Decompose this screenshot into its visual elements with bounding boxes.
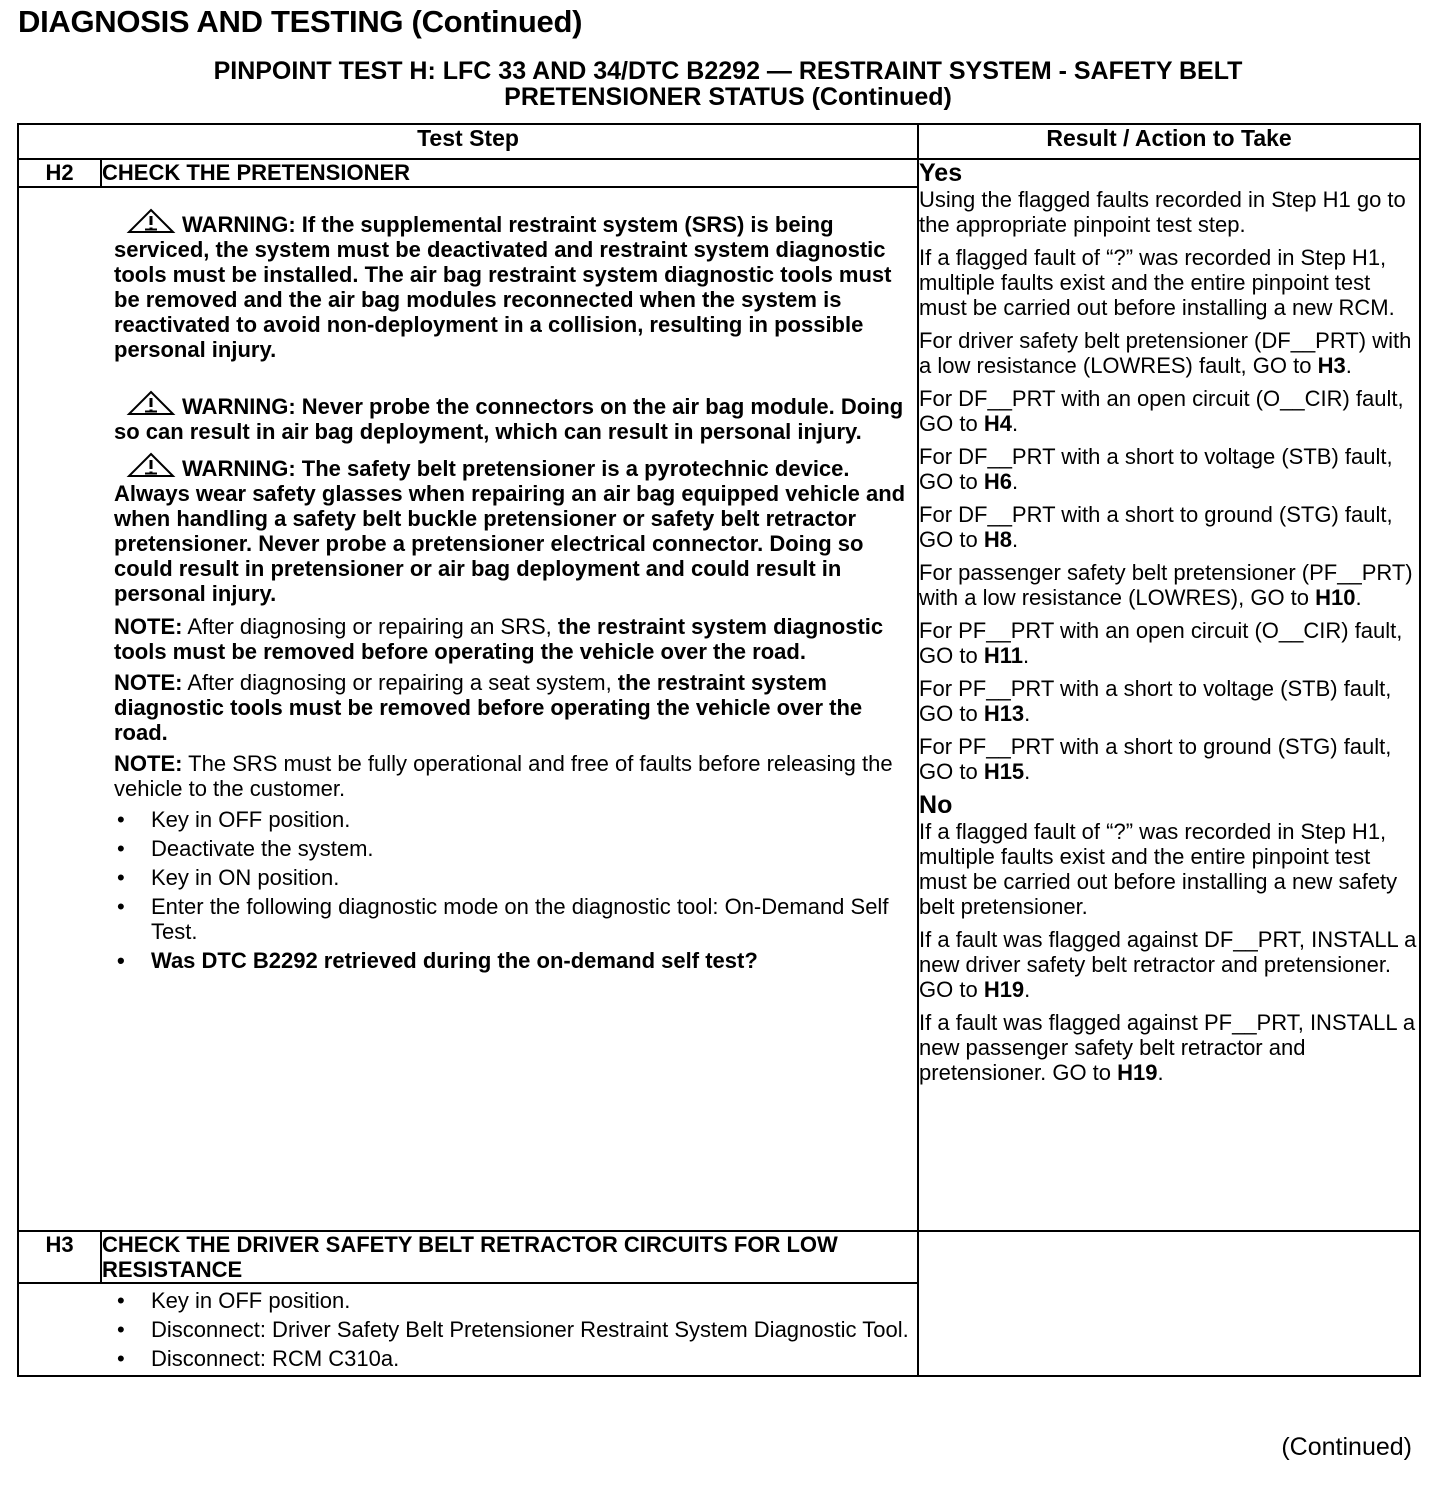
table-header-row xyxy=(18,124,1420,159)
note-text: NOTE: After diagnosing or repairing a seat system, the restraint system diagnostic tools must be removed before operating the vehicle over the road. xyxy=(114,670,863,745)
go-to-step-link: H3 xyxy=(1317,353,1346,378)
action-item: For DF__PRT with a short to voltage (STB) fault, GO to H6. xyxy=(919,444,1393,494)
warnings-block xyxy=(114,208,917,606)
note-text: NOTE: After diagnosing or repairing an SRS, the restraint system diagnostic tools must be removed before operating the vehicle over the road. xyxy=(114,614,884,664)
action-item: If a flagged fault of “?” was recorded in Step H1, multiple faults exist and the entire pinpoint test must be carried out before installing a new safety belt pretensioner. xyxy=(919,819,1398,919)
list-item: • Disconnect: RCM C310a. xyxy=(114,1346,917,1371)
go-to-step-link: H11 xyxy=(983,643,1023,668)
step-h3-header-row xyxy=(18,1231,1420,1283)
warning-text: WARNING: Never probe the connectors on the air bag module. Doing so can result in air bag deployment, which can result in personal injury. xyxy=(114,390,917,444)
list-item: • Key in ON position. xyxy=(114,865,917,890)
go-to-step-link: H8 xyxy=(983,527,1012,552)
yes-actions xyxy=(919,187,1419,784)
action-item: For PF__PRT with an open circuit (O__CIR) fault, GO to H11. xyxy=(919,618,1403,668)
step-h3-body xyxy=(18,1283,918,1376)
h2-bullet-list xyxy=(114,807,917,973)
continued-footer: (Continued) xyxy=(1281,1433,1412,1461)
no-label: No xyxy=(919,791,953,819)
action-item: For PF__PRT with a short to voltage (STB) fault, GO to H13. xyxy=(919,676,1392,726)
pinpoint-test-title xyxy=(18,58,1438,110)
action-item: If a flagged fault of “?” was recorded in Step H1, multiple faults exist and the entire pinpoint test must be carried out before installing a new RCM. xyxy=(919,245,1395,320)
warning-triangle-icon xyxy=(126,452,176,478)
step-id-h3: H3 xyxy=(18,1231,101,1283)
action-item: For DF__PRT with an open circuit (O__CIR) fault, GO to H4. xyxy=(919,386,1404,436)
list-item: • Key in OFF position. xyxy=(114,807,917,832)
list-item: • Disconnect: Driver Safety Belt Pretensioner Restraint System Diagnostic Tool. xyxy=(114,1317,917,1342)
go-to-step-link: H13 xyxy=(983,701,1025,726)
yes-label: Yes xyxy=(919,159,963,187)
pinpoint-test-table xyxy=(17,123,1421,1377)
action-item: Using the flagged faults recorded in Step H1 go to the appropriate pinpoint test step. xyxy=(919,187,1406,237)
step-id-h2: H2 xyxy=(18,159,101,187)
warning-text: WARNING: The safety belt pretensioner is a pyrotechnic device. Always wear safety glasses when repairing an air bag equipped vehicle and when handling a safety belt buckle pretensioner or safety belt retractor pretensioner. Never probe a pretensioner electrical connector. Doing so could result in pretensioner or air bag deployment and could result in personal injury. xyxy=(114,452,917,606)
step-title-h3: CHECK THE DRIVER SAFETY BELT RETRACTOR CIRCUITS FOR LOW RESISTANCE xyxy=(101,1231,918,1283)
step-h2-result-cell xyxy=(918,159,1420,1231)
go-to-step-link: H19 xyxy=(983,977,1025,1002)
note-text: NOTE: The SRS must be fully operational and free of faults before releasing the vehicle to the customer. xyxy=(114,751,893,801)
action-item: If a fault was flagged against DF__PRT, INSTALL a new driver safety belt retractor and pretensioner. GO to H19. xyxy=(919,927,1417,1002)
h3-bullet-list xyxy=(114,1288,917,1371)
notes-block xyxy=(114,614,917,801)
list-item: • Enter the following diagnostic mode on the diagnostic tool: On-Demand Self Test. xyxy=(114,894,917,944)
step-h3-result-cell xyxy=(918,1231,1420,1376)
step-h2-body xyxy=(18,187,918,1231)
warning-text: WARNING: If the supplemental restraint system (SRS) is being serviced, the system must be deactivated and restraint system diagnostic tools must be installed. The air bag restraint system diagnostic tools must be removed and the air bag modules reconnected when the system is reactivated to avoid non-deployment in a collision, resulting in possible personal injury. xyxy=(114,208,917,362)
action-item: For PF__PRT with a short to ground (STG) fault, GO to H15. xyxy=(919,734,1392,784)
column-header-result: Result / Action to Take xyxy=(918,124,1420,159)
action-item: For passenger safety belt pretensioner (PF__PRT) with a low resistance (LOWRES), GO to H10. xyxy=(919,560,1413,610)
go-to-step-link: H6 xyxy=(983,469,1012,494)
step-h2-header-row xyxy=(18,159,1420,187)
action-item: If a fault was flagged against PF__PRT, INSTALL a new passenger safety belt retractor and pretensioner. GO to H19. xyxy=(919,1010,1416,1085)
list-item: • Was DTC B2292 retrieved during the on-demand self test? xyxy=(114,948,917,973)
list-item: • Deactivate the system. xyxy=(114,836,917,861)
column-header-test-step: Test Step xyxy=(18,124,918,159)
go-to-step-link: H19 xyxy=(1117,1060,1158,1085)
list-item: • Key in OFF position. xyxy=(114,1288,917,1313)
warning-triangle-icon xyxy=(126,208,176,234)
warning-triangle-icon xyxy=(126,390,176,416)
go-to-step-link: H15 xyxy=(983,759,1025,784)
step-title-h2: CHECK THE PRETENSIONER xyxy=(101,159,918,187)
action-item: For driver safety belt pretensioner (DF__PRT) with a low resistance (LOWRES) fault, GO to H3. xyxy=(919,328,1412,378)
no-actions xyxy=(919,819,1419,1085)
go-to-step-link: H10 xyxy=(1315,585,1356,610)
action-item: For DF__PRT with a short to ground (STG) fault, GO to H8. xyxy=(919,502,1393,552)
page-heading: DIAGNOSIS AND TESTING (Continued) xyxy=(18,4,583,39)
go-to-step-link: H4 xyxy=(983,411,1012,436)
test-title-line2: PRETENSIONER STATUS (Continued) xyxy=(504,83,952,111)
test-title-line1: PINPOINT TEST H: LFC 33 AND 34/DTC B2292 — RESTRAINT SYSTEM - SAFETY BELT xyxy=(213,57,1243,85)
